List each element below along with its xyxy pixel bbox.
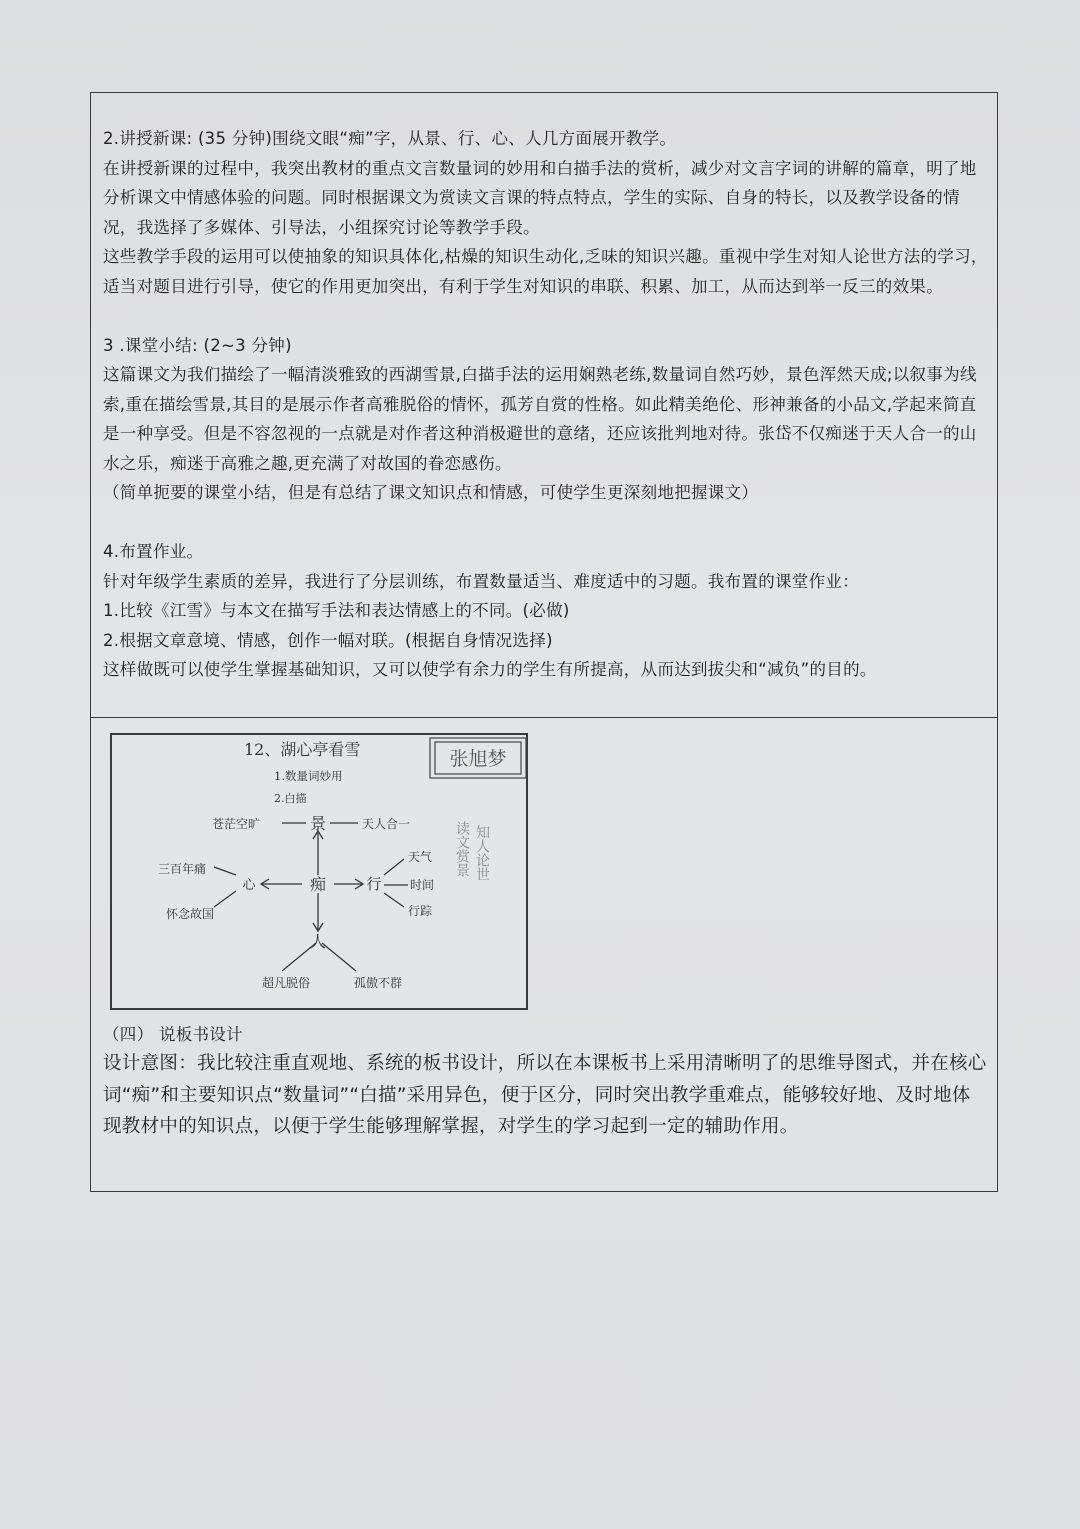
board-item-2: 2.白描	[274, 792, 307, 805]
new-lesson-heading: 2.讲授新课: (35 分钟)围绕文眼“痴”字，从景、行、心、人几方面展开教学。	[103, 129, 677, 148]
node-xin: 心	[242, 878, 256, 893]
homework-item-1: 1.比较《江雪》与本文在描写手法和表达情感上的不同。(必做)	[103, 601, 570, 620]
side-note-2: 读文赏景	[454, 821, 470, 877]
summary-note: （简单扼要的课堂小结，但是有总结了课文知识点和情感，可使学生更深刻地把握课文）	[103, 483, 759, 502]
node-jing: 景	[309, 814, 327, 833]
board-item-1: 1.数量词妙用	[274, 769, 343, 783]
homework-conclusion: 这样做既可以使学生掌握基础知识，又可以使学有余力的学生有所提高，从而达到拔尖和“减负”的目的。	[103, 660, 877, 679]
side-note-1: 知人论世	[474, 825, 490, 881]
xin-top: 三百年痛	[158, 862, 207, 876]
ren-left: 超凡脱俗	[262, 976, 311, 990]
new-lesson-paragraph: 在讲授新课的过程中，我突出教材的重点文言数量词的妙用和白描手法的赏析，减少对文言字词的讲解的篇章，明了地分析课文中情感体验的问题。同时根据课文为赏读文言课的特点特点，学生的实际、自身的特长，以及教学设备的情况，我选择了多媒体、引导法，小组探究讨论等教学手段。	[103, 158, 977, 237]
node-xing: 行	[366, 875, 382, 893]
summary-paragraph: 这篇课文为我们描绘了一幅清淡雅致的西湖雪景,白描手法的运用娴熟老练,数量词自然巧妙，景色浑然天成;以叙事为线索,重在描绘雪景,其目的是展示作者高雅脱俗的情怀，孤芳自赏的性格。如此精美绝伦、形神兼备的小品文,学起来简直是一种享受。但是不容忽视的一点就是对作者这种消极避世的意绪，还应该批判地对待。张岱不仅痴迷于天人合一的山水之乐，痴迷于高雅之趣,更充满了对故国的眷恋感伤。	[103, 365, 977, 473]
table-row-divider	[90, 717, 998, 718]
homework-intro: 针对年级学生素质的差异，我进行了分层训练，布置数量适当、难度适中的习题。我布置的课堂作业：	[103, 571, 859, 591]
jing-left: 苍茫空旷	[212, 817, 261, 831]
board-design-picture	[110, 733, 528, 1010]
board-design-section	[103, 1022, 988, 1143]
board-mindmap	[112, 735, 530, 1012]
board-design-body: 设计意图：我比较注重直观地、系统的板书设计，所以在本课板书上采用清晰明了的思维导图式，并在核心词“痴”和主要知识点“数量词”“白描”采用异色，便于区分，同时突出教学重难点，能够较好地、及时地体现教材中的知识点，以便于学生能够理解掌握，对学生的学习起到一定的辅助作用。	[103, 1053, 987, 1137]
xin-bottom: 怀念故国	[166, 907, 215, 921]
teaching-section	[103, 124, 988, 685]
homework-heading: 4.布置作业。	[103, 542, 204, 561]
board-title: 12、湖心亭看雪	[244, 740, 361, 759]
summary-heading: 3 .课堂小结: (2~3 分钟)	[103, 335, 292, 355]
homework-item-2: 2.根据文章意境、情感，创作一幅对联。(根据自身情况选择)	[103, 630, 553, 650]
xing-item-1: 天气	[408, 850, 433, 864]
name-stamp: 张旭梦	[449, 748, 507, 770]
node-ren: 人	[309, 932, 327, 951]
board-design-heading: （四） 说板书设计	[103, 1025, 243, 1044]
ren-right: 孤傲不群	[354, 976, 403, 990]
xing-item-3: 行踪	[408, 904, 433, 918]
node-chi: 痴	[309, 875, 327, 894]
xing-item-2: 时间	[410, 878, 435, 892]
jing-right: 天人合一	[362, 817, 411, 831]
teaching-methods-paragraph: 这些教学手段的运用可以使抽象的知识具体化,枯燥的知识生动化,乏味的知识兴趣。重视中学生对知人论世方法的学习，适当对题目进行引导，使它的作用更加突出，有利于学生对知识的串联、积累、加工，从而达到举一反三的效果。	[103, 247, 988, 296]
